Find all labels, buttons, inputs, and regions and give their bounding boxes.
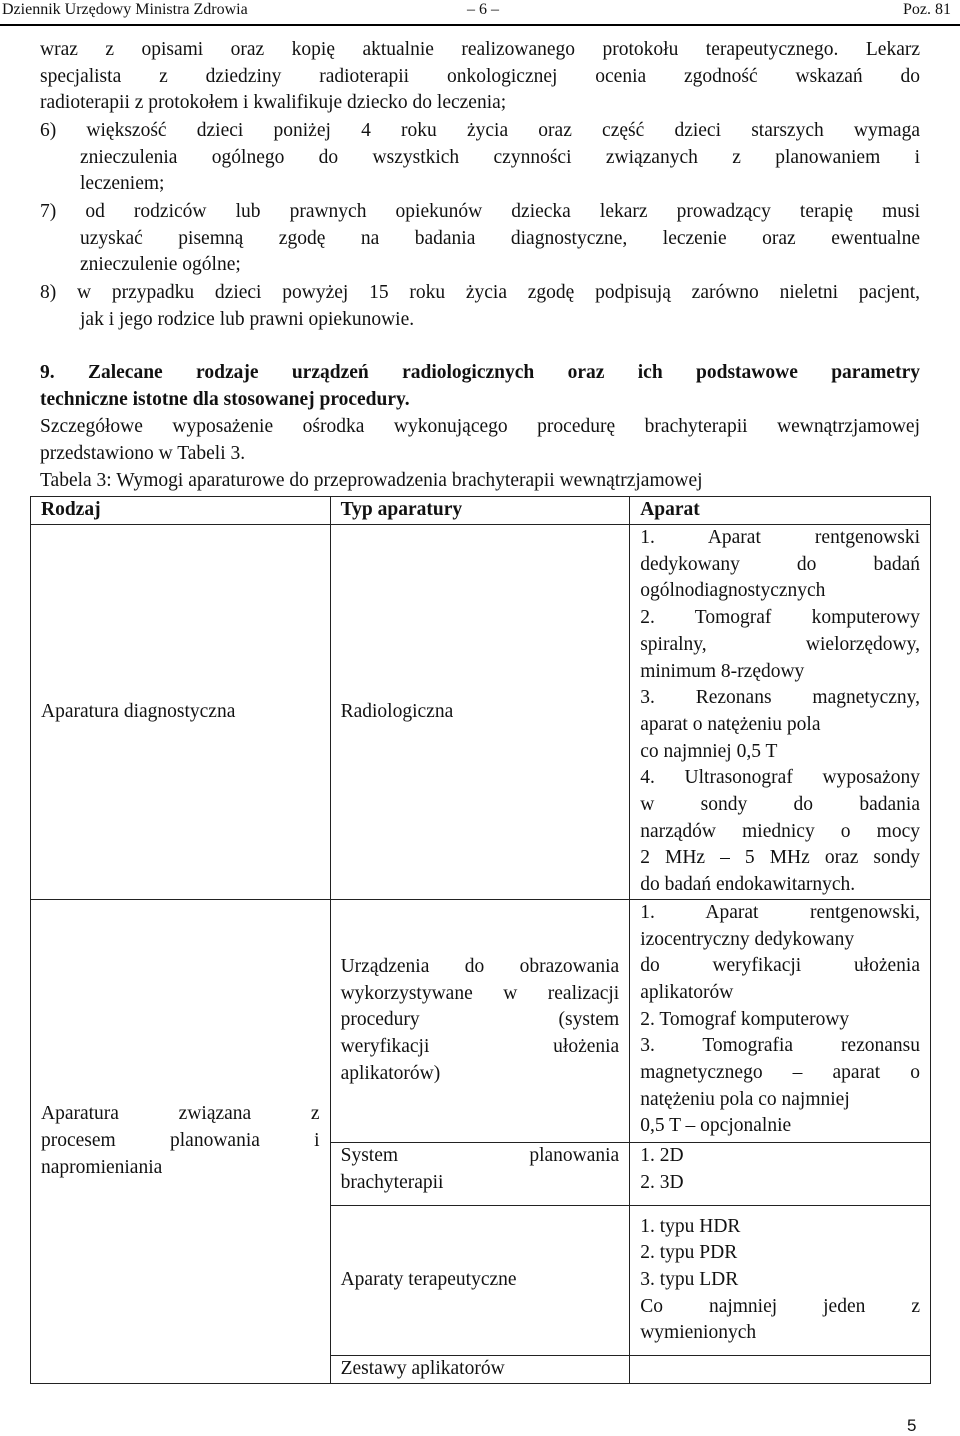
- cell-aparat: [630, 899, 931, 1142]
- cell-line: dedykowany do badań: [640, 553, 920, 575]
- text-line: znieczulenia ogólnego do wszystkich czynności związanych z planowaniem i: [80, 146, 920, 168]
- text-line: jak i jego rodzice lub prawni opiekunowie.: [80, 308, 415, 330]
- text-line: znieczulenie ogólne;: [80, 254, 241, 276]
- table-caption: [40, 468, 920, 495]
- cell-aparat: [630, 1205, 931, 1355]
- cell-typ: [330, 1205, 630, 1355]
- cell-line: Urządzenia do obrazowania: [340, 956, 620, 978]
- cell-line: 1. typu HDR: [640, 1215, 741, 1237]
- cell-line: napromieniania: [41, 1156, 163, 1178]
- header-typ: Typ aparatury: [330, 497, 630, 525]
- cell-line: natężeniu pola co najmniej: [640, 1088, 850, 1110]
- table-row: [31, 525, 931, 900]
- cell-line: 1. Aparat rentgenowski,: [640, 901, 920, 923]
- cell-line: narządów miednicy o mocy: [640, 820, 920, 842]
- table-header-row: [31, 497, 931, 525]
- cell-aparat: [630, 1355, 931, 1383]
- text-line: 9. Zalecane rodzaje urządzeń radiologicznych oraz ich podstawowe parametry: [40, 362, 920, 383]
- cell-line: Zestawy aplikatorów: [340, 1358, 505, 1380]
- text-line: 7) od rodziców lub prawnych opiekunów dziecka lekarz prowadzący terapię musi: [40, 201, 920, 222]
- section-9-heading: [40, 360, 920, 413]
- header-aparat: Aparat: [630, 497, 931, 525]
- cell-rodzaj: [31, 525, 331, 900]
- cell-line: procedury (system: [340, 1009, 620, 1031]
- cell-typ: [330, 1142, 630, 1205]
- cell-line: aplikatorów): [340, 1062, 441, 1084]
- cell-line: w sondy do badania: [640, 794, 920, 816]
- cell-line: brachyterapii: [340, 1171, 444, 1193]
- cell-line: ogólnodiagnostycznych: [640, 580, 826, 602]
- page-marker: – 6 –: [467, 1, 499, 18]
- cell-line: minimum 8-rzędowy: [640, 660, 805, 682]
- header-rule: [0, 24, 960, 26]
- cell-typ: [330, 525, 630, 900]
- cell-line: magnetycznego – aparat o: [640, 1062, 920, 1084]
- text-line: 8) w przypadku dzieci powyżej 15 roku życia zgodę podpisują zarówno nieletni pacjent,: [40, 282, 920, 303]
- cell-text: Aparatura diagnostyczna: [41, 700, 236, 722]
- cell-line: Co najmniej jeden z: [640, 1295, 920, 1317]
- cell-line: 0,5 T – opcjonalnie: [640, 1115, 792, 1137]
- position-label: Poz. 81: [903, 1, 951, 18]
- cell-line: 3. typu LDR: [640, 1268, 739, 1290]
- cell-line: aparat o natężeniu pola: [640, 713, 821, 735]
- text-line: 6) większość dzieci poniżej 4 roku życia oraz część dzieci starszych wymaga: [40, 120, 920, 141]
- caption-text: Tabela 3: Wymogi aparaturowe do przeprowadzenia brachyterapii wewnątrzjamowej: [40, 470, 703, 491]
- equipment-table: [30, 496, 931, 1384]
- text-line: techniczne istotne dla stosowanej procedury.: [40, 388, 410, 410]
- cell-line: wymienionych: [640, 1322, 757, 1344]
- cell-line: 2. typu PDR: [640, 1242, 738, 1264]
- running-header: [0, 0, 960, 30]
- journal-title: Dziennik Urzędowy Ministra Zdrowia: [2, 1, 248, 18]
- cell-line: 2. 3D: [640, 1171, 684, 1193]
- cell-line: 3. Rezonans magnetyczny,: [640, 687, 920, 709]
- cell-line: System planowania: [340, 1144, 620, 1166]
- text-line: uzyskać pisemną zgodę na badania diagnostyczne, leczenie oraz ewentualne: [80, 227, 920, 249]
- cell-line: wykorzystywane w realizacji: [340, 982, 620, 1004]
- text-line: specjalista z dziedziny radioterapii onkologicznej ocenia zgodność wskazań do: [40, 65, 920, 87]
- detail-paragraph: [40, 414, 920, 467]
- cell-line: 2. Tomograf komputerowy: [640, 607, 920, 629]
- list-item-6: [40, 118, 920, 198]
- intro-paragraph: [40, 37, 920, 117]
- cell-line: izocentryczny dedykowany: [640, 928, 855, 950]
- text-line: leczeniem;: [80, 173, 165, 195]
- cell-line: procesem planowania i: [41, 1129, 320, 1151]
- cell-aparat: [630, 525, 931, 900]
- text-line: radioterapii z protokołem i kwalifikuje dziecko do leczenia;: [40, 92, 507, 114]
- text-line: przedstawiono w Tabeli 3.: [40, 442, 246, 464]
- cell-line: aplikatorów: [640, 981, 734, 1003]
- cell-text: Radiologiczna: [340, 700, 454, 722]
- table-row: [31, 899, 931, 1142]
- list-item-7: [40, 199, 920, 279]
- header-rodzaj: Rodzaj: [31, 497, 331, 525]
- cell-line: spiralny, wielorzędowy,: [640, 633, 920, 655]
- cell-line: Aparaty terapeutyczne: [340, 1268, 517, 1290]
- cell-line: Aparatura związana z: [41, 1103, 320, 1125]
- cell-line: 2 MHz – 5 MHz oraz sondy: [640, 847, 920, 869]
- cell-aparat: [630, 1142, 931, 1205]
- text-line: wraz z opisami oraz kopię aktualnie realizowanego protokołu terapeutycznego. Lekarz: [40, 39, 920, 60]
- cell-line: do weryfikacji ułożenia: [640, 955, 920, 977]
- cell-typ: [330, 1355, 630, 1383]
- cell-rodzaj: [31, 899, 331, 1383]
- list-item-8: [40, 280, 920, 333]
- page-number: 5: [907, 1416, 917, 1435]
- cell-line: do badań endokawitarnych.: [640, 874, 856, 896]
- text-line: Szczegółowe wyposażenie ośrodka wykonującego procedurę brachyterapii wewnątrzjamowej: [40, 416, 920, 437]
- cell-line: 3. Tomografia rezonansu: [640, 1035, 920, 1057]
- cell-line: 1. Aparat rentgenowski: [640, 527, 920, 548]
- cell-line: 1. 2D: [640, 1144, 684, 1166]
- cell-typ: [330, 899, 630, 1142]
- cell-line: co najmniej 0,5 T: [640, 740, 778, 762]
- cell-line: 4. Ultrasonograf wyposażony: [640, 767, 920, 789]
- cell-line: 2. Tomograf komputerowy: [640, 1008, 850, 1030]
- cell-line: weryfikacji ułożenia: [340, 1036, 620, 1058]
